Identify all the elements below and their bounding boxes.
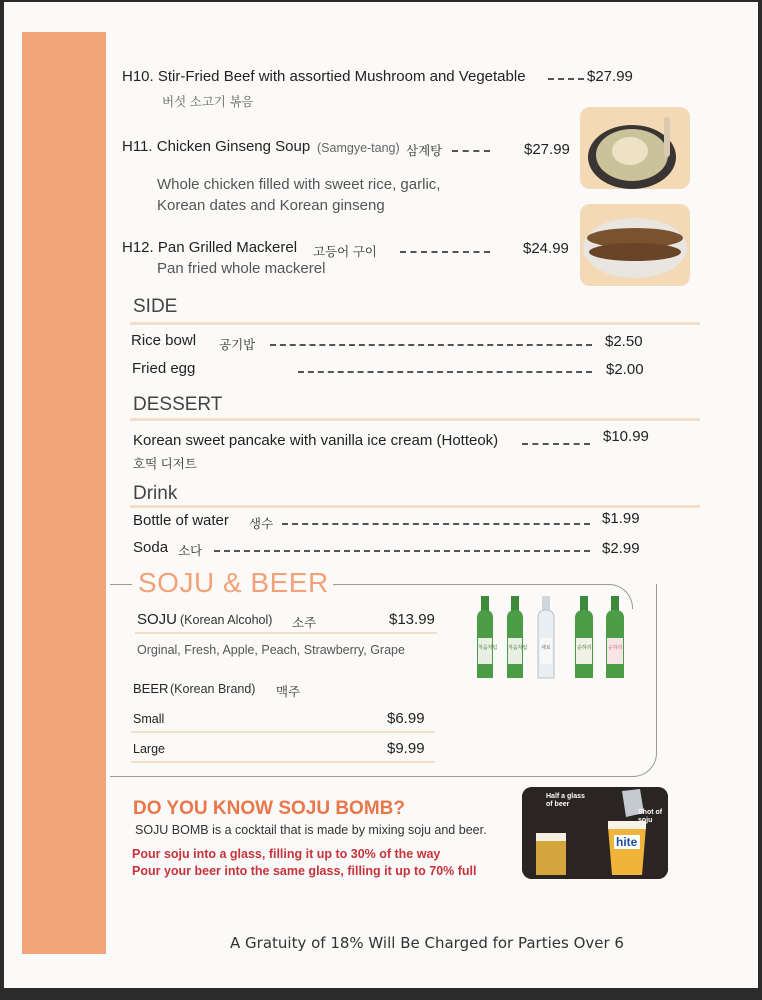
bottle-icon [507,596,523,678]
item-h12-price: $24.99 [523,240,569,257]
item-h10-price: $27.99 [587,68,633,85]
accent-stripe [22,32,106,954]
dot-leader [214,550,590,552]
divider [130,322,700,325]
beer-small-label: Small [133,712,165,726]
photo-glass-brand: hite [616,835,638,849]
side-egg-name: Fried egg [132,360,196,377]
divider [131,731,435,733]
section-soju-beer-title: SOJU & BEER [134,567,333,599]
bottle-label: 처음처럼 [508,645,528,651]
bottle-label: 순하리 [577,645,592,651]
item-h11-korean: 삼계탕 [406,144,443,158]
beer-sub: (Korean Brand) [170,682,256,696]
soju-name: SOJU [137,611,178,628]
divider [135,632,437,634]
soju-bomb-photo [522,787,668,879]
divider [130,505,700,508]
dot-leader [522,443,590,445]
drink-water-price: $1.99 [602,510,640,527]
bomb-description: SOJU BOMB is a cocktail that is made by mixing soju and beer. [135,823,487,837]
dot-leader [548,78,584,80]
item-h12-desc: Pan fried whole mackerel [157,260,326,277]
item-h11-name: H11. Chicken Ginseng Soup [122,138,311,155]
drink-water-korean: 생수 [249,517,274,531]
beer-large-label: Large [133,742,165,756]
item-h11-desc-line2: Korean dates and Korean ginseng [157,197,385,214]
item-h11-desc-line1: Whole chicken filled with sweet rice, garlic, [157,176,441,193]
drink-soda-name: Soda [133,539,169,556]
item-h11-price: $27.99 [524,141,570,158]
side-egg-price: $2.00 [606,361,644,378]
bottle-icon [477,596,493,678]
drink-soda-price: $2.99 [602,540,640,557]
section-dessert-title: DESSERT [133,394,223,415]
bottle-icon [575,596,593,678]
item-h12-name: H12. Pan Grilled Mackerel [122,239,298,256]
dessert-hotteok-price: $10.99 [603,428,649,445]
item-h11-romanized: (Samgye-tang) [317,141,400,155]
beer-korean: 맥주 [276,685,301,699]
divider [131,761,435,763]
bottle-label: 새로 [541,645,551,651]
item-h10-name: H10. Stir-Fried Beef with assortied Mushroom and Vegetable [122,68,526,85]
divider [130,418,700,421]
photo-label-soju: Shot of soju [638,809,663,824]
side-rice-korean: 공기밥 [219,338,256,352]
bomb-title: DO YOU KNOW SOJU BOMB? [133,798,405,819]
gratuity-footer: A Gratuity of 18% Will Be Charged for Parties Over 6 [230,934,624,952]
side-rice-price: $2.50 [605,333,643,350]
beer-small-price: $6.99 [387,710,425,727]
drink-water-name: Bottle of water [133,512,229,529]
beer-name: BEER [133,681,169,696]
side-rice-name: Rice bowl [131,332,197,349]
dot-leader [452,150,490,152]
item-h12-korean: 고등어 구이 [313,245,377,259]
dessert-hotteok-name: Korean sweet pancake with vanilla ice cream (Hotteok) [133,432,499,449]
dessert-hotteok-korean: 호떡 디저트 [133,457,197,471]
soju-flavors: Orginal, Fresh, Apple, Peach, Strawberry, Grape [137,643,405,657]
bottle-label: 순하리 [608,645,623,651]
beer-large-price: $9.99 [387,740,425,757]
dot-leader [270,344,592,346]
soju-bottles-illustration [472,594,638,682]
mackerel-photo [580,204,690,286]
section-drink-title: Drink [133,483,178,504]
dot-leader [282,523,590,525]
dot-leader [298,371,592,373]
soju-price: $13.99 [389,611,435,628]
dot-leader [400,251,490,253]
photo-label-beer: Half a glass of beer [546,793,585,808]
samgyetang-photo [580,107,690,189]
bottle-icon [538,596,554,678]
section-side-title: SIDE [133,296,178,317]
soju-sub: (Korean Alcohol) [180,613,273,627]
bomb-step-1: Pour soju into a glass, filling it up to 30% of the way [132,847,441,861]
bottle-label: 처음처럼 [478,645,498,651]
soju-korean: 소주 [292,616,317,630]
bottle-icon [606,596,624,678]
item-h10-korean: 버섯 소고기 볶음 [162,95,254,109]
drink-soda-korean: 소다 [178,544,203,558]
bomb-step-2: Pour your beer into the same glass, filling it up to 70% full [132,864,477,878]
